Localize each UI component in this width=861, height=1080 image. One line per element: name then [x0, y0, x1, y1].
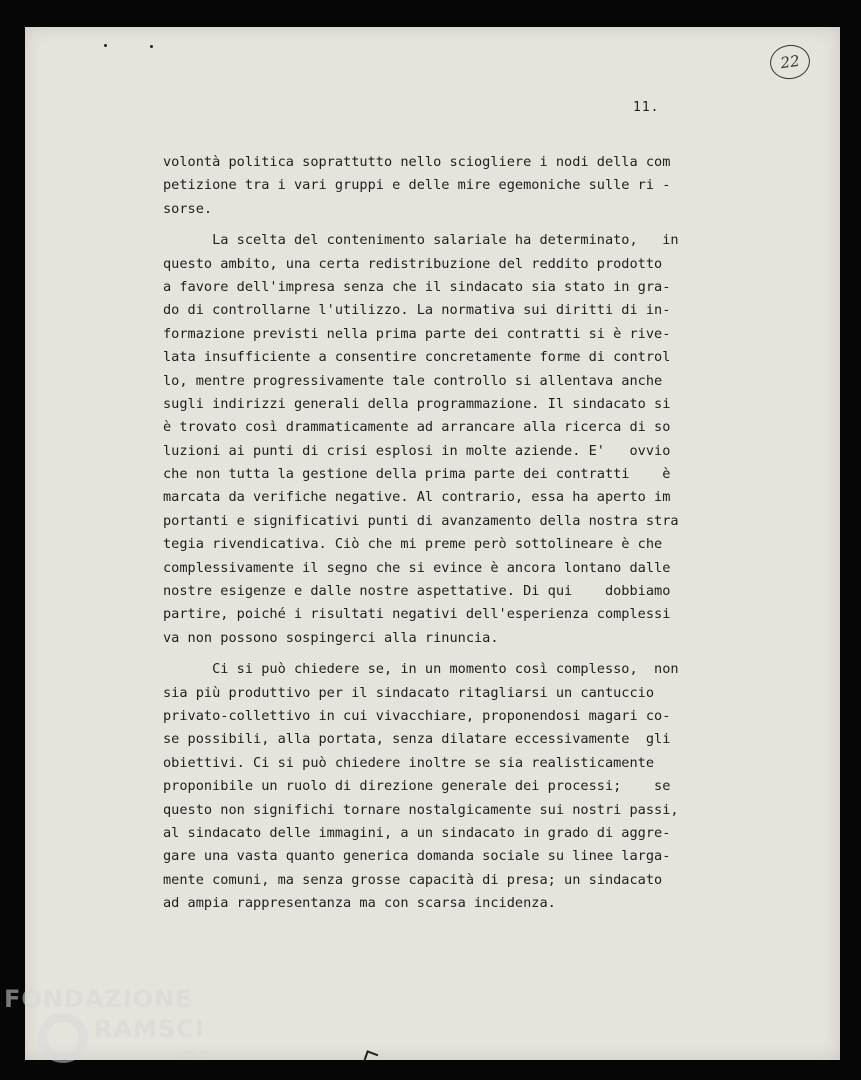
paragraph [163, 151, 763, 221]
text-line: che non tutta la gestione della prima parte dei contratti è [163, 466, 671, 483]
text-line: ad ampia rappresentanza ma con scarsa incidenza. [163, 895, 556, 912]
watermark-line1: FONDAZIONE [4, 985, 193, 1013]
text-line: volontà politica soprattutto nello sciogliere i nodi della com [163, 154, 671, 170]
text-line: al sindacato delle immagini, a un sindacato in grado di aggre- [163, 824, 671, 841]
text-line: privato-collettivo in cui vivacchiare, proponendosi magari co- [163, 707, 671, 724]
text-line: va non possono sospingerci alla rinuncia. [163, 629, 499, 646]
paper-speck [104, 44, 107, 47]
text-line: do di controllarne l'utilizzo. La normativa sui diritti di in- [163, 302, 671, 319]
text-line: proponibile un ruolo di direzione generale dei processi; se [163, 778, 671, 795]
text-line: lo, mentre progressivamente tale controllo si allentava anche [163, 372, 663, 389]
text-line: questo ambito, una certa redistribuzione del reddito prodotto [163, 255, 663, 272]
text-line: obiettivi. Ci si può chiedere inoltre se sia realisticamente [163, 754, 655, 771]
text-line: luzioni ai punti di crisi esplosi in molte aziende. E' ovvio [163, 442, 671, 459]
paragraph [163, 658, 763, 915]
text-line: portanti e significativi punti di avanzamento della nostra stra [163, 512, 679, 529]
text-line: tegia rivendicativa. Ciò che mi preme però sottolineare è che [163, 536, 663, 553]
paragraph [163, 229, 763, 650]
watermark-line2: RAMSCI [94, 1015, 205, 1043]
text-line: lata insufficiente a consentire concretamente forme di control [163, 349, 671, 366]
watermark-g-icon [38, 1013, 88, 1063]
text-line: nostre esigenze e dalle nostre aspettative. Di qui dobbiamo [163, 583, 671, 600]
body-text [163, 151, 763, 924]
text-line: sugli indirizzi generali della programmazione. Il sindacato si [163, 395, 671, 412]
text-line: se possibili, alla portata, senza dilatare eccessivamente gli [163, 731, 671, 748]
watermark-line3: onlus [176, 1047, 211, 1060]
text-line: questo non significhi tornare nostalgicamente sui nostri passi, [163, 801, 679, 818]
text-line: partire, poiché i risultati negativi dell'esperienza complessi [163, 606, 671, 623]
text-line: formazione previsti nella prima parte dei contratti si è rive- [163, 325, 671, 342]
text-line: sia più produttivo per il sindacato ritagliarsi un cantuccio [163, 684, 655, 701]
text-line: è trovato così drammaticamente ad arrancare alla ricerca di so [163, 419, 671, 436]
text-line: Ci si può chiedere se, in un momento così complesso, non [163, 661, 679, 678]
text-line: La scelta del contenimento salariale ha determinato, in [163, 232, 679, 249]
archive-stamp: 22 [768, 42, 812, 81]
text-line: complessivamente il segno che si evince è ancora lontano dalle [163, 559, 671, 576]
text-line: sorse. [163, 200, 213, 217]
text-line: gare una vasta quanto generica domanda sociale su linee larga- [163, 848, 671, 865]
text-line: marcata da verifiche negative. Al contrario, essa ha aperto im [163, 489, 671, 506]
text-line: a favore dell'impresa senza che il sindacato sia stato in gra- [163, 278, 671, 295]
text-line: mente comuni, ma senza grosse capacità di presa; un sindacato [163, 871, 663, 888]
text-line: petizione tra i vari gruppi e delle mire egemoniche sulle ri - [163, 177, 671, 194]
page-number: 11. [633, 100, 660, 115]
paper-speck [150, 45, 153, 48]
